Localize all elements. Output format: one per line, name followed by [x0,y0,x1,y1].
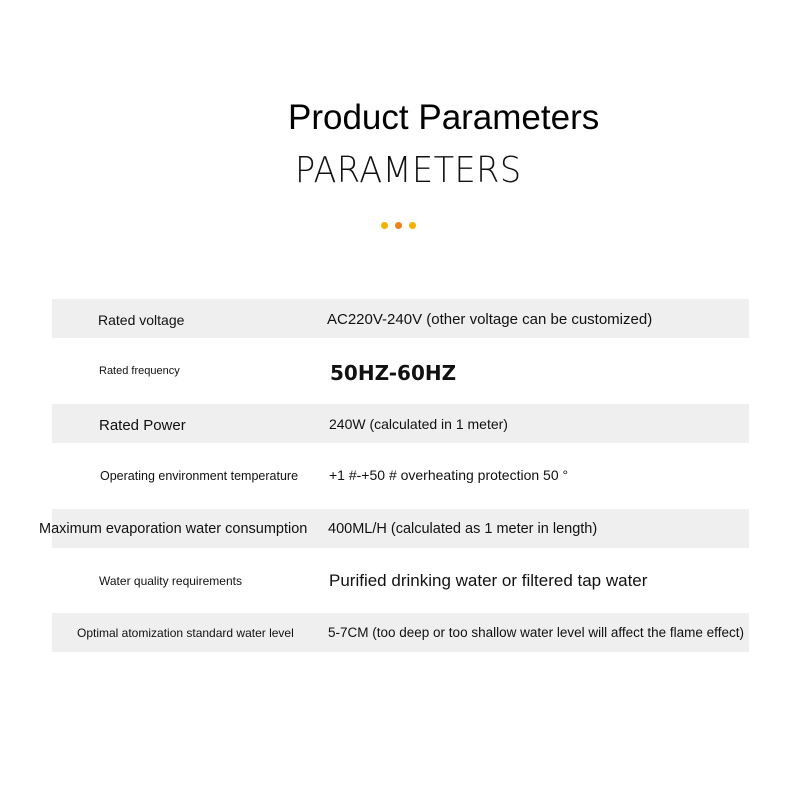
dot-icon [409,222,416,229]
parameter-label: Maximum evaporation water consumption [39,521,308,537]
parameter-value: 50HZ-60HZ [330,361,457,385]
parameter-label: Rated frequency [99,365,180,377]
parameter-label: Operating environment temperature [100,469,299,483]
parameter-value: Purified drinking water or filtered tap water [329,571,648,590]
dot-icon [395,222,402,229]
parameter-value: +1 #-+50 # overheating protection 50 ° [329,467,569,483]
parameter-value: 5-7CM (too deep or too shallow water level will affect the flame effect) [328,625,744,640]
decorative-dots [381,222,416,229]
parameter-value: 240W (calculated in 1 meter) [329,416,508,432]
parameter-value: AC220V-240V (other voltage can be customized) [327,311,653,328]
parameter-label: Optimal atomization standard water level [77,626,294,640]
parameter-label: Rated Power [99,417,186,434]
dot-icon [381,222,388,229]
parameter-value: 400ML/H (calculated as 1 meter in length) [328,521,598,537]
parameter-label: Rated voltage [98,312,185,328]
parameter-label: Water quality requirements [99,574,242,588]
page-title: Product Parameters [288,98,600,137]
page-subtitle: PARAMETERS [295,150,522,191]
